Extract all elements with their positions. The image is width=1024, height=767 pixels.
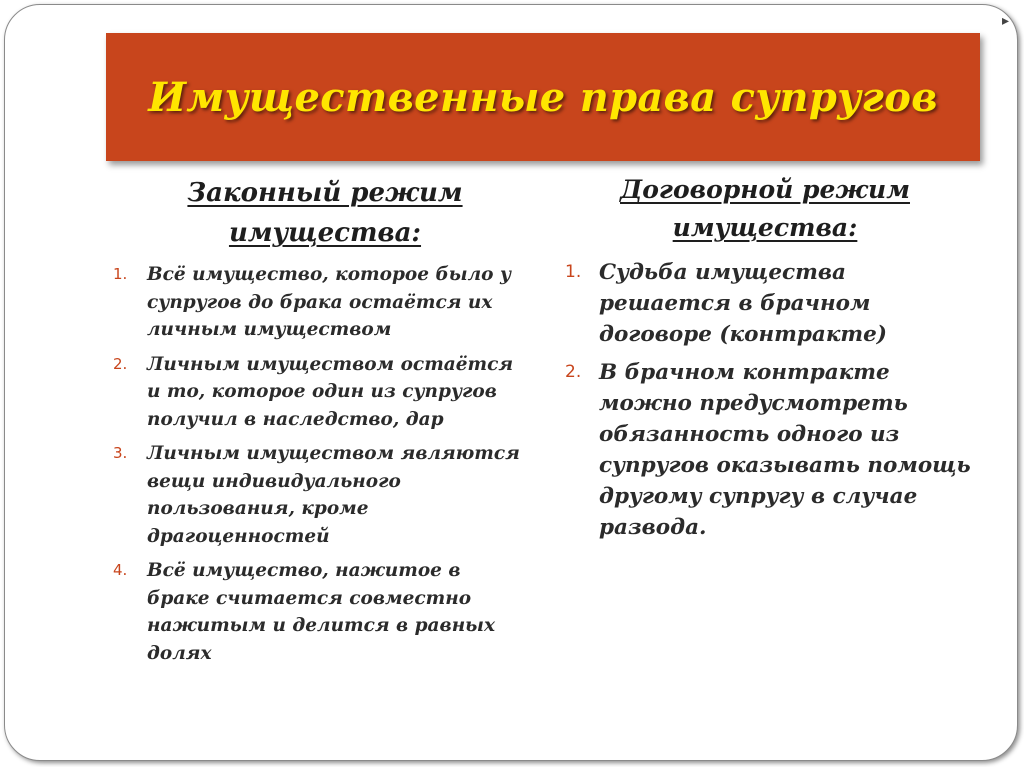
list-number: 1. (565, 262, 582, 282)
list-number: 2. (113, 354, 128, 373)
list-item (113, 557, 527, 667)
left-header-line1: Законный режим (187, 178, 463, 208)
list-item-text: Всё имущество, которое было у супругов до брака остаётся их личным имуществом (147, 264, 512, 340)
title-banner (106, 33, 980, 161)
contract-regime-list (565, 257, 979, 550)
list-item-text: Личным имуществом остаётся и то, которое один из супругов получил в наследство, дар (147, 353, 514, 430)
list-number: 1. (113, 265, 128, 283)
right-column-header (565, 171, 965, 247)
list-item-text: В брачном контракте можно предусмотреть обязанность одного из супругов оказывать помощь другому супругу в случае развода. (599, 360, 971, 540)
list-item (113, 440, 527, 550)
list-number: 3. (113, 444, 128, 462)
legal-regime-list (113, 261, 527, 674)
left-header-line2: имущества: (228, 218, 422, 248)
list-item-text: Личным имуществом являются вещи индивидуального пользования, кроме драгоценностей (147, 443, 520, 547)
slide-title: Имущественные права супругов (148, 73, 938, 121)
right-header-line1: Договорной режим (620, 175, 910, 204)
list-number: 2. (565, 362, 582, 382)
list-item (565, 257, 979, 350)
list-number: 4. (113, 561, 128, 579)
right-header-line2: имущества: (672, 213, 858, 242)
slide (4, 4, 1018, 761)
slide-corner-icon: ▸ (1001, 13, 1009, 29)
list-item (565, 357, 979, 543)
list-item-text: Судьба имущества решается в брачном договоре (контракте) (599, 260, 887, 347)
left-column-header (125, 173, 525, 253)
list-item-text: Всё имущество, нажитое в браке считается совместно нажитым и делится в равных долях (147, 560, 496, 664)
list-item (113, 351, 527, 434)
list-item (113, 261, 527, 344)
